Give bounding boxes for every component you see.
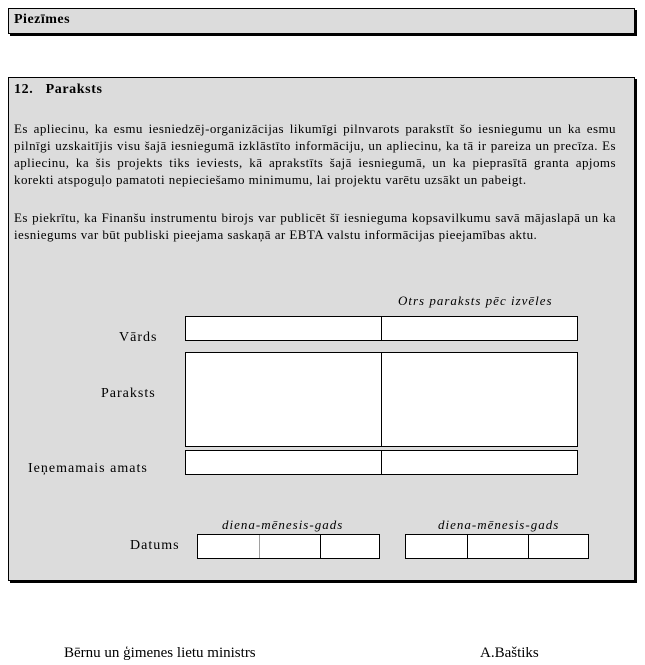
date-format-label-1: diena-mēnesis-gads: [222, 517, 344, 532]
notes-title: Piezīmes: [14, 12, 71, 27]
date-input-2-divider-a: [467, 535, 468, 558]
date-label: Datums: [130, 538, 180, 553]
name-label: Vārds: [119, 330, 158, 345]
footer-minister-title: Bērnu un ģimenes lietu ministrs: [64, 645, 256, 661]
date-input-1[interactable]: [197, 534, 380, 559]
second-signature-optional-label: Otrs paraksts pēc izvēles: [398, 293, 553, 308]
date-format-label-2: diena-mēnesis-gads: [438, 517, 560, 532]
position-input[interactable]: [185, 450, 578, 475]
position-label: Ieņemamais amats: [28, 461, 148, 476]
date-input-2-divider-b: [528, 535, 529, 558]
signature-input-divider: [381, 353, 382, 446]
name-input-divider: [381, 317, 382, 340]
signature-input[interactable]: [185, 352, 578, 447]
date-input-1-divider-b: [320, 535, 321, 558]
notes-section: [8, 8, 635, 34]
consent-paragraph: Es piekrītu, ka Finanšu instrumentu birojs var publicēt šī iesnieguma kopsavilkumu savā mājaslapā un ka iesniegums var būt publiski pieejama saskaņā ar EBTA valstu informācijas pieejamības aktu.: [14, 210, 616, 242]
section-title: 12. Paraksts: [14, 82, 103, 97]
footer-minister-name: A.Baštiks: [480, 645, 539, 661]
name-input[interactable]: [185, 316, 578, 341]
signature-section: [8, 77, 635, 581]
declaration-paragraph: Es apliecinu, ka esmu iesniedzēj-organizācijas likumīgi pilnvarots parakstīt šo iesniegumu un ka esmu pilnīgi uzskaitījis visu šajā iesniegumā izklāstīto informāciju, un apliecinu, ka tā ir pareiza un precīza. Es apliecinu, ka šis projekts tiks ieviests, kā aprakstīts šajā iesniegumā, un ka pieprasītā granta apjoms korekti atspoguļo pamatoti nepieciešamo minimumu, lai projektu varētu uzsākt un pabeigt.: [14, 121, 616, 187]
date-input-1-divider-a: [259, 535, 260, 558]
position-input-divider: [381, 451, 382, 474]
date-input-2[interactable]: [405, 534, 589, 559]
signature-label: Paraksts: [101, 386, 156, 401]
